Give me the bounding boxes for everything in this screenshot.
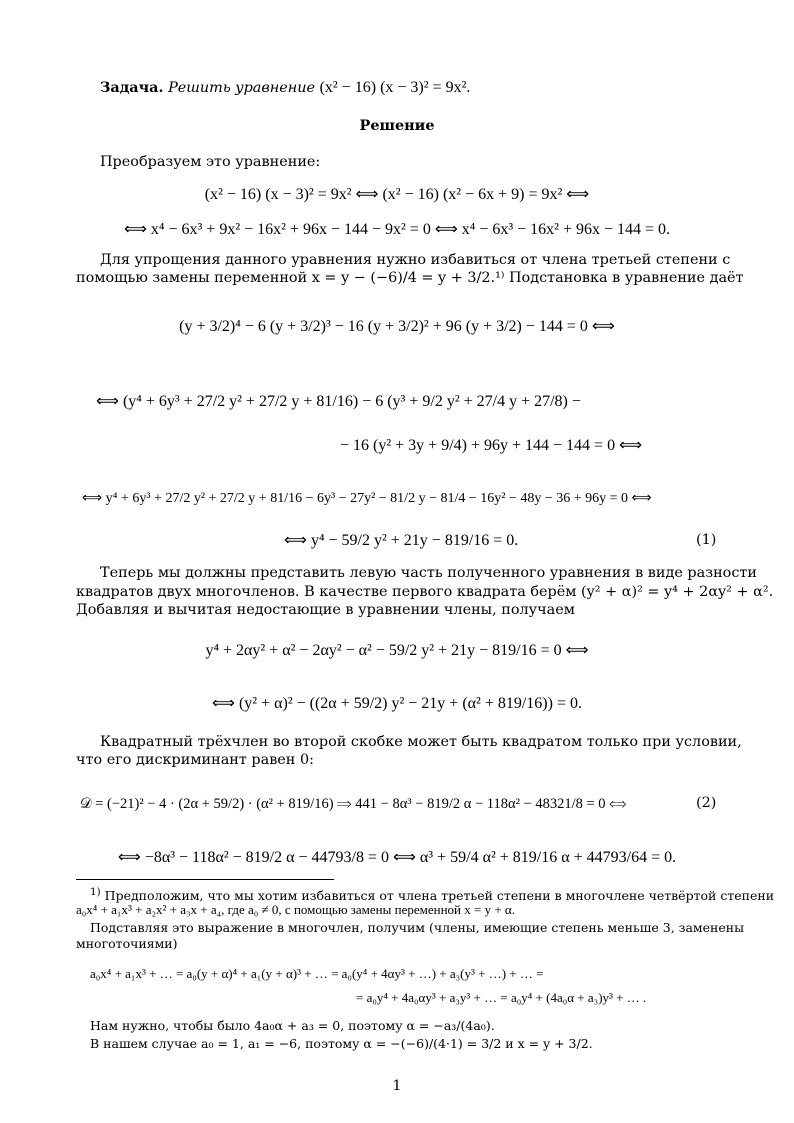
footnote-text-1: Предположим, что мы хотим избавиться от члена третьей степени в многочлене четвёртой степени <box>104 888 775 904</box>
paragraph-2-line-2: квадратов двух многочленов. В качестве первого квадрата берём (y² + α)² = y⁴ + 2αy² + α². <box>76 584 774 600</box>
equation-9-number: (2) <box>696 795 717 811</box>
paragraph-2-line-3: Добавляя и вычитая недостающие в уравнении члены, получаем <box>76 602 575 618</box>
paragraph-1-line-2: помощью замены переменной x = y − (−6)/4 = y + 3/2.¹⁾ Подстановка в уравнение даёт <box>76 270 744 286</box>
footnote-mark: 1) <box>90 886 101 898</box>
footnote-equation-a: a₀x⁴ + a₁x³ + … = a₀(y + α)⁴ + a₁(y + α)³ + … = a₀(y⁴ + 4αy³ + …) + a₃(y³ + …) + … = <box>90 966 544 981</box>
problem-math: (x² − 16) (x − 3)² = 9x². <box>319 79 471 96</box>
equation-5: ⟺ y⁴ + 6y³ + 27/2 y² + 27/2 y + 81/16 − 6y³ − 27y² − 81/2 y − 81/4 − 16y² − 48y − 36 + 96y = 0 ⟺ <box>82 491 652 506</box>
solution-heading: Решение <box>359 117 435 134</box>
equation-9: 𝒟 = (−21)² − 4 · (2α + 59/2) · (α² + 819/16) ⟹ 441 − 8α³ − 819/2 α − 118α² − 48321/8 = 0 ⟺ <box>80 796 627 812</box>
equation-7: y⁴ + 2αy² + α² − 2αy² − α² − 59/2 y² + 21y − 819/16 = 0 ⟺ <box>205 642 589 659</box>
problem-text: Решить уравнение <box>168 80 316 96</box>
paragraph-3-line-2: что его дискриминант равен 0: <box>76 752 314 768</box>
footnote-rule <box>76 879 334 880</box>
equation-6-number: (1) <box>696 532 717 548</box>
intro-text: Преобразуем это уравнение: <box>100 154 321 170</box>
footnote-line-4: многоточиями) <box>76 936 178 951</box>
footnote-line-3: Подставляя это выражение в многочлен, получим (члены, имеющие степень меньше 3, заменены <box>90 920 745 935</box>
problem-label: Задача. <box>100 79 164 96</box>
footnote-line-6: В нашем случае a₀ = 1, a₁ = −6, поэтому α = −(−6)/(4·1) = 3/2 и x = y + 3/2. <box>90 1036 593 1051</box>
footnote-line-2: a₀x⁴ + a₁x³ + a₂x² + a₃x + a₄, где a₀ ≠ 0, с помощью замены переменной x = y + α. <box>76 902 515 917</box>
equation-4b: − 16 (y² + 3y + 9/4) + 96y + 144 − 144 = 0 ⟺ <box>340 437 642 454</box>
footnote-equation-b: = a₀y⁴ + 4a₀αy³ + a₃y³ + … = a₀y⁴ + (4a₀α + a₃)y³ + … . <box>356 990 647 1005</box>
paragraph-2-line-1: Теперь мы должны представить левую часть полученного уравнения в виде разности <box>100 565 757 581</box>
paragraph-1-line-1: Для упрощения данного уравнения нужно избавиться от члена третьей степени с <box>100 252 731 268</box>
footnote-line-5: Нам нужно, чтобы было 4a₀α + a₃ = 0, поэтому α = −a₃/(4a₀). <box>90 1018 495 1033</box>
problem-line <box>100 79 470 97</box>
equation-10: ⟺ −8α³ − 118α² − 819/2 α − 44793/8 = 0 ⟺ α³ + 59/4 α² + 819/16 α + 44793/64 = 0. <box>117 849 677 866</box>
equation-4a: ⟺ (y⁴ + 6y³ + 27/2 y² + 27/2 y + 81/16) − 6 (y³ + 9/2 y² + 27/4 y + 27/8) − <box>96 393 581 410</box>
equation-8: ⟺ (y² + α)² − ((2α + 59/2) y² − 21y + (α² + 819/16)) = 0. <box>212 695 582 712</box>
equation-3: (y + 3/2)⁴ − 6 (y + 3/2)³ − 16 (y + 3/2)² + 96 (y + 3/2) − 144 = 0 ⟺ <box>179 318 615 335</box>
page-number: 1 <box>392 1078 402 1094</box>
paragraph-3-line-1: Квадратный трёхчлен во второй скобке может быть квадратом только при условии, <box>100 734 742 750</box>
equation-6: ⟺ y⁴ − 59/2 y² + 21y − 819/16 = 0. <box>284 532 519 549</box>
equation-1: (x² − 16) (x − 3)² = 9x² ⟺ (x² − 16) (x² − 6x + 9) = 9x² ⟺ <box>204 186 590 203</box>
equation-2: ⟺ x⁴ − 6x³ + 9x² − 16x² + 96x − 144 − 9x² = 0 ⟺ x⁴ − 6x³ − 16x² + 96x − 144 = 0. <box>123 221 671 238</box>
